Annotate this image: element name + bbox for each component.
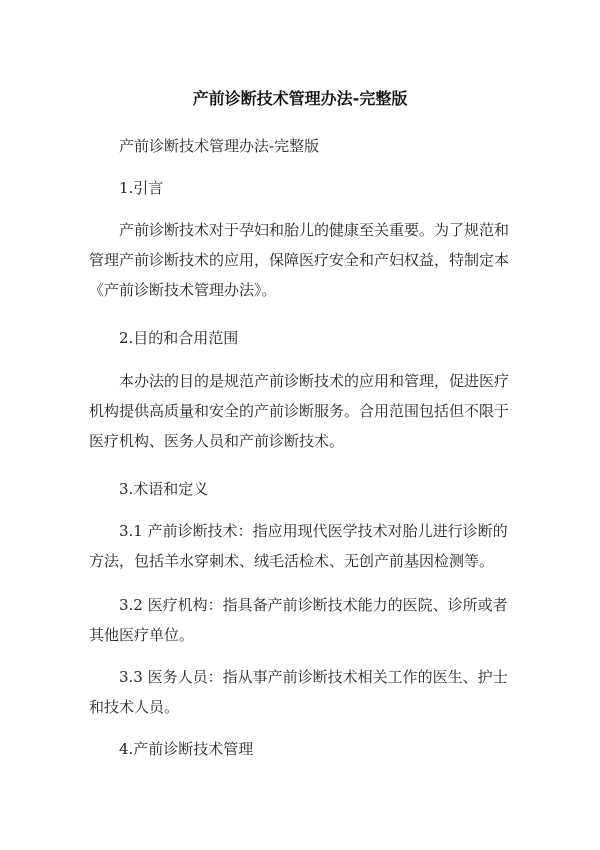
- section-heading-4: 4.产前诊断技术管理: [119, 740, 254, 758]
- section-2-paragraph: 本办法的目的是规范产前诊断技术的应用和管理，促进医疗机构提供高质量和安全的产前诊断服务。合用范围包括但不限于医疗机构、医务人员和产前诊断技术。: [89, 372, 510, 450]
- definition-3-1: 3.1 产前诊断技术：指应用现代医学技术对胎儿进行诊断的方法，包括羊水穿刺术、绒毛活检术、无创产前基因检测等。: [89, 522, 508, 570]
- section-heading-2: 2.目的和合用范围: [119, 329, 239, 347]
- definition-3-3: 3.3 医务人员：指从事产前诊断技术相关工作的医生、护士和技术人员。: [89, 668, 508, 716]
- document-subtitle: 产前诊断技术管理办法-完整版: [119, 137, 320, 155]
- definition-3-2: 3.2 医疗机构：指具备产前诊断技术能力的医院、诊所或者其他医疗单位。: [89, 596, 508, 644]
- document-title: 产前诊断技术管理办法-完整版: [192, 89, 408, 108]
- section-1-paragraph: 产前诊断技术对于孕妇和胎儿的健康至关重要。为了规范和管理产前诊断技术的应用，保障医疗安全和产妇权益，特制定本《产前诊断技术管理办法》。: [89, 221, 510, 299]
- section-heading-3: 3.术语和定义: [119, 480, 209, 498]
- section-heading-1: 1.引言: [119, 179, 164, 197]
